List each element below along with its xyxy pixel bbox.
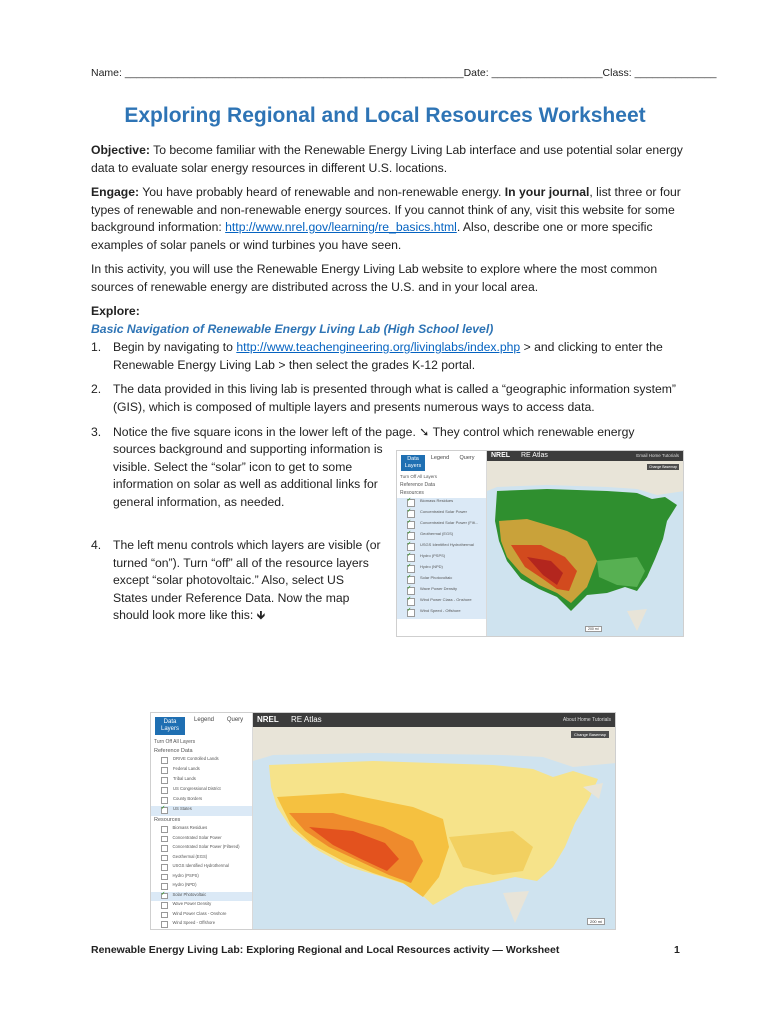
large-resources[interactable]: Resources	[154, 817, 181, 823]
large-ref-layer-checkbox[interactable]	[161, 767, 168, 774]
date-label: Date:	[463, 67, 489, 79]
small-resources[interactable]: Resources	[400, 490, 424, 496]
large-res-layer-row[interactable]	[151, 844, 252, 854]
small-check-icon: ✓	[407, 574, 412, 580]
large-ref-layer-label: US Congressional District	[173, 786, 221, 791]
large-res-layer-row[interactable]	[151, 882, 252, 892]
small-layer-label: Hydro (PSPS)	[420, 553, 446, 558]
large-ref-layer-row[interactable]	[151, 756, 252, 766]
explore-label: Explore:	[91, 304, 140, 318]
large-ref-layer-row[interactable]	[151, 796, 252, 806]
large-topbar	[253, 713, 615, 727]
item-1-text	[113, 339, 683, 374]
small-check-icon: ✓	[407, 607, 412, 613]
small-check-icon: ✓	[407, 508, 412, 514]
large-res-layer-label: Wave Power Density	[172, 901, 212, 906]
small-layer-label: Concentrated Solar Power	[420, 509, 467, 514]
large-res-layer-label: Solar Photovoltaic	[172, 891, 207, 897]
engage-text-3: . Also, describe one or more specific examples of solar panels or wind turbines you have seen.	[91, 220, 653, 252]
large-ref-layer-checkbox[interactable]	[161, 777, 168, 784]
large-ref-layer-label: DRIVE Controlled Lands	[173, 756, 219, 761]
large-ref-layer-label: Tribal Lands	[173, 776, 196, 781]
large-res-layer-row[interactable]	[151, 854, 252, 864]
item-1-post: > and clicking to enter the Renewable Energy Living Lab > then select the grades K-12 portal.	[113, 340, 663, 372]
small-layer-label: Hydro (NPD)	[420, 564, 443, 569]
page-title: Exploring Regional and Local Resources Worksheet	[124, 104, 646, 127]
large-res-layer-label: Geothermal (EGS)	[172, 853, 208, 859]
screenshot-small	[396, 450, 684, 637]
large-res-layer-checkbox[interactable]	[161, 874, 168, 881]
class-label: Class:	[602, 67, 632, 79]
large-ref-layer-checkbox[interactable]	[161, 787, 168, 794]
small-layer-label: Geothermal (EGS)	[420, 531, 454, 536]
small-layer-label: USGS Identified Hydrothermal	[420, 542, 474, 547]
small-check-icon: ✓	[407, 497, 412, 503]
objective-text: To become familiar with the Renewable Energy Living Lab interface and use potential solar energy data to evaluate solar energy resources in different U.S. locations.	[91, 143, 683, 175]
item-1-number: 1.	[91, 340, 102, 354]
large-res-layer-checkbox[interactable]	[161, 902, 168, 909]
small-app-title: RE Atlas	[521, 452, 548, 459]
screenshot-large	[150, 712, 616, 930]
large-ref-data[interactable]: Reference Data	[154, 748, 193, 754]
large-res-layer-checkbox[interactable]	[161, 912, 168, 919]
small-layer-label: Biomass Residues	[420, 498, 454, 503]
large-us-map-svg	[253, 727, 615, 929]
large-res-layer-label: Wind Speed - Offshore	[172, 920, 216, 925]
small-change-basemap-button[interactable]: Change Basemap	[648, 465, 678, 469]
large-ref-layer-checkbox[interactable]	[161, 797, 168, 804]
large-tab-query[interactable]: Query	[226, 717, 244, 723]
class-blank: ______________	[634, 67, 717, 79]
small-layer-row[interactable]	[397, 608, 486, 619]
large-nrel-logo: NREL	[257, 715, 279, 724]
large-res-check-icon: ✓	[161, 890, 166, 897]
large-res-layer-checkbox[interactable]	[161, 921, 168, 928]
small-tab-query[interactable]: Query	[459, 455, 475, 461]
large-sidebar	[151, 713, 253, 929]
date-blank: ___________________	[491, 67, 603, 79]
small-nrel-logo: NREL	[491, 452, 511, 459]
small-tab-legend[interactable]: Legend	[430, 455, 450, 461]
small-layer-label: Concentrated Solar Power (Filt...	[420, 520, 479, 525]
large-map[interactable]	[253, 727, 615, 929]
page-number: 1	[674, 944, 680, 956]
small-turn-off[interactable]: Turn Off All Layers	[400, 474, 438, 479]
large-res-layer-checkbox[interactable]	[161, 845, 168, 852]
large-res-layer-checkbox[interactable]	[161, 826, 168, 833]
large-res-layer-label: Hydro (PSPS)	[172, 872, 199, 878]
item-1-pre: Begin by navigating to	[113, 340, 237, 354]
engage-text-2: , list three or four types of renewable and non-renewable energy sources. If you cannot think of any, visit this website for some background information:	[91, 185, 681, 234]
large-res-layer-row[interactable]	[151, 901, 252, 911]
large-scale-bar: 200 mi	[587, 918, 605, 925]
explore-subhead: Basic Navigation of Renewable Energy Living Lab (High School level)	[91, 321, 494, 336]
large-res-layer-row[interactable]	[151, 892, 252, 902]
small-us-map-svg	[487, 461, 683, 636]
large-ref-layer-checkbox[interactable]	[161, 757, 168, 764]
large-top-links[interactable]: About Home Tutorials	[562, 717, 611, 723]
header-fields	[91, 67, 717, 79]
small-layer-label: Wind Speed - Offshore	[420, 608, 461, 613]
large-res-layer-checkbox[interactable]	[161, 883, 168, 890]
large-ref-layer-row[interactable]	[151, 766, 252, 776]
large-res-layer-checkbox[interactable]	[161, 855, 168, 862]
small-check-icon: ✓	[407, 541, 412, 547]
footer-text: Renewable Energy Living Lab: Exploring Regional and Local Resources activity — Worksheet	[91, 944, 560, 956]
large-res-layer-label: Concentrated Solar Power (Filtered)	[172, 844, 240, 849]
name-label: Name:	[91, 67, 122, 79]
large-ref-layer-row[interactable]	[151, 776, 252, 786]
small-check-icon: ✓	[407, 519, 412, 525]
item-4-number: 4.	[91, 538, 102, 552]
large-app-title: RE Atlas	[291, 715, 322, 724]
large-res-layer-label: Concentrated Solar Power	[172, 834, 222, 840]
item-2-number: 2.	[91, 382, 102, 396]
large-res-layer-checkbox[interactable]	[161, 836, 168, 843]
large-res-layer-row[interactable]	[151, 825, 252, 835]
large-tab-legend[interactable]: Legend	[193, 717, 215, 723]
item-4-text: The left menu controls which layers are visible (or turned “on”). Turn “off” all of the resource layers except “solar photovoltaic.” Also, select US States under Reference Data. Now the map should look more like this: 🡻	[113, 538, 381, 622]
large-res-layer-checkbox[interactable]	[161, 864, 168, 871]
small-scale-bar: 200 mi	[585, 626, 602, 632]
engage-paragraph	[91, 184, 683, 254]
objective-label: Objective:	[91, 143, 150, 157]
large-res-layer-row[interactable]	[151, 835, 252, 845]
item-3-rest: sources background and supporting information is visible. Select the “solar” icon to get to some information on solar as well as additional links for general information, as needed.	[113, 442, 383, 509]
large-ref-layer-label: Federal Lands	[173, 766, 200, 771]
re-basics-link[interactable]: http://www.nrel.gov/learning/re_basics.html	[225, 220, 457, 234]
small-topbar	[487, 451, 683, 461]
large-res-layer-row[interactable]	[151, 873, 252, 883]
small-ref-data[interactable]: Reference Data	[400, 482, 436, 488]
large-res-layer-row[interactable]	[151, 863, 252, 873]
large-ref-layer-row[interactable]	[151, 806, 252, 816]
large-ref-layer-row[interactable]	[151, 786, 252, 796]
item-2-text: The data provided in this living lab is presented through what is called a “geographic information system” (GIS), which is composed of multiple layers and presents numerous ways to access data.	[113, 382, 676, 414]
large-tab-data-layers[interactable]: Data Layers	[155, 717, 185, 735]
large-ref-check-icon: ✓	[161, 805, 166, 811]
engage-bold: In your journal	[504, 185, 590, 199]
small-sidebar	[397, 451, 487, 636]
large-res-layer-label: USGS Identified Hydrothermal	[172, 863, 229, 868]
large-turn-off[interactable]: Turn Off All Layers	[154, 739, 196, 745]
small-tab-data-layers[interactable]: Data Layers	[401, 455, 425, 471]
explore-section	[91, 303, 683, 338]
small-map[interactable]	[487, 461, 683, 636]
small-check-icon: ✓	[407, 585, 412, 591]
small-check-icon: ✓	[407, 552, 412, 558]
small-check-icon: ✓	[407, 563, 412, 569]
large-res-layer-label: Biomass Residues	[172, 825, 208, 830]
large-res-layer-row[interactable]	[151, 911, 252, 921]
engage-text-1: You have probably heard of renewable and non-renewable energy.	[139, 185, 505, 199]
small-layer-label: Solar Photovoltaic	[420, 575, 453, 580]
item-3-number: 3.	[91, 425, 102, 439]
small-check-icon: ✓	[407, 530, 412, 536]
name-blank: __________________________________________________________	[124, 67, 464, 79]
large-ref-layer-label: County Borders	[173, 796, 203, 801]
engage-label: Engage:	[91, 185, 140, 199]
large-change-basemap-button[interactable]: Change Basemap	[571, 731, 609, 738]
large-res-layer-row[interactable]	[151, 920, 252, 930]
large-ref-layer-label: US States	[173, 806, 192, 811]
large-res-layer-label: Wind Power Class - Onshore	[172, 910, 227, 916]
intro-paragraph: In this activity, you will use the Renewable Energy Living Lab website to explore where the most common sources of renewable energy are distributed across the U.S. and in your local area.	[91, 262, 658, 294]
item-3-line-1: Notice the five square icons in the lower left of the page. ➘ They control which renewable energy	[113, 425, 635, 439]
small-layer-label: Wind Power Class - Onshore	[420, 597, 472, 602]
objective-paragraph	[91, 142, 683, 177]
small-check-icon: ✓	[407, 596, 412, 602]
living-lab-link[interactable]: http://www.teachengineering.org/livinglabs/index.php	[236, 340, 521, 354]
small-top-links[interactable]: Email Home Tutorials	[636, 453, 679, 458]
large-res-layer-label: Hydro (NPD)	[172, 882, 197, 887]
small-layer-label: Wave Power Density	[420, 586, 457, 591]
